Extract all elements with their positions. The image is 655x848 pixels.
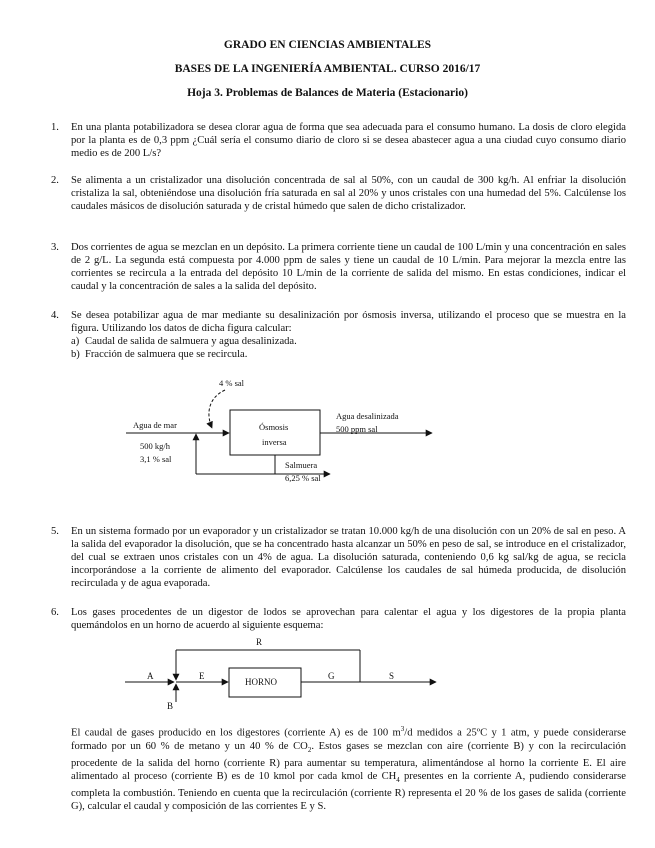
inlet-label: Agua de mar (133, 420, 177, 430)
problem-text: Se alimenta a un cristalizador una disolución concentrada de sal al 50%, con un caudal de 300 kg/h. Al enfriar la disolución cristaliza la sal, obteniéndose una disolución fría saturada en sal al 20% y unos cristales con una humedad del 5%. Calcúlense los caudales másicos de disolución saturada y de cristal húmedo que salen de dicho cristalizador. (71, 175, 626, 213)
label-g: G (328, 671, 335, 681)
brine-conc-label: 6,25 % sal (285, 473, 321, 483)
label-e: E (199, 671, 205, 681)
problem-number: 2. (51, 175, 59, 186)
recycle-conc-label: 4 % sal (219, 378, 245, 388)
problem-number: 5. (51, 526, 59, 537)
problem-item-b: b) Fracción de salmuera que se recircula. (71, 349, 248, 361)
label-a: A (147, 671, 154, 681)
problem-number: 6. (51, 607, 59, 618)
inlet-flow-label: 500 kg/h (140, 441, 170, 451)
problem-text: Los gases procedentes de un digestor de lodos se aprovechan para calentar el agua y los digestores de la propia planta quemándolos en un horno de acuerdo al siguiente esquema: (71, 607, 626, 632)
problem-number: 4. (51, 310, 59, 321)
course-title: GRADO EN CIENCIAS AMBIENTALES (223, 39, 432, 51)
box-label-1: Ósmosis (259, 422, 289, 432)
inlet-conc-label: 3,1 % sal (140, 454, 172, 464)
label-r: R (256, 637, 263, 647)
box-label-2: inversa (262, 437, 287, 447)
sheet-title: Hoja 3. Problemas de Balances de Materia (Estacionario) (187, 87, 468, 99)
subject-title: BASES DE LA INGENIERÍA AMBIENTAL. CURSO 2016/17 (174, 63, 481, 75)
label-b: B (167, 701, 174, 711)
problem-text: Dos corrientes de agua se mezclan en un depósito. La primera corriente tiene un caudal de 100 L/min y una concentración en sales de 2 g/L. La segunda está compuesta por 4.000 ppm de sales y tiene un caudal de 10 L/min. Para mejorar la mezcla entre las corrientes se recircula a la entrada del depósito 10 L/min de la corriente de salida del mismo. En estas condiciones, indicar el caudal y la concentración de sales a la salida del depósito. (71, 242, 626, 293)
problem-number: 1. (51, 122, 59, 133)
problem-text: En una planta potabilizadora se desea clorar agua de forma que sea adecuada para el consumo humano. La dosis de cloro elegida por la planta es de 0,3 ppm ¿Cuál sería el consumo diario de cloro si se desea abastecer agua a una ciudad cuyo consumo diario medio es de 200 L/s? (71, 122, 626, 160)
label-s: S (389, 671, 395, 681)
outlet-conc-label: 500 ppm sal (336, 424, 378, 434)
problem-number: 3. (51, 242, 59, 253)
problem-text: En un sistema formado por un evaporador y un cristalizador se tratan 10.000 kg/h de una disolución con un 20% de sal en peso. A la salida del evaporador la disolución, que se ha concentrado hasta alcanzar un 50% en peso de sal, se introduce en el cristalizador, del cual se extraen unos cristales con un 4% de agua. La disolución saturada, conteniendo 0,6 kg sal/kg de agua, se recicla incorporándose a la corriente de alimento del evaporador. Calcúlense los caudales de sal húmeda producida, de disolución recirculada y de agua evaporada. (71, 526, 626, 590)
problem-text: Se desea potabilizar agua de mar mediante su desalinización por ósmosis inversa, utilizando el proceso que se muestra en la figura. Utilizando los datos de dicha figura calcular: (71, 310, 626, 335)
horno-label: HORNO (245, 677, 278, 687)
problem-6-statement: El caudal de gases producido en los digestores (corriente A) es de 100 $m^3/d$ medidos a 25ºC y 1 atm, y puede considerarse formado por un 60 % de metano y un 40 % de $CO_2$. Estos gases se mezclan con aire (corriente B) y con la recirculación procedente de la salida del horno (corriente R) para aumentar su temperatura, alimentándose al horno la corriente E. El aire alimentado al proceso (corriente B) es de 10 kmol por cada kmol de $CH_4$ presentes en la corriente A, pudiendo considerarse completa la combustión. Teniendo en cuenta que la recirculación (corriente R) representa el 20 % de los gases de salida (corriente G), calcular el caudal y composición de las corrientes E y S. (71, 725, 627, 813)
problem-item-a: a) Caudal de salida de salmuera y agua desalinizada. (71, 336, 297, 348)
outlet-label: Agua desalinizada (336, 411, 399, 421)
brine-label: Salmuera (285, 460, 318, 470)
